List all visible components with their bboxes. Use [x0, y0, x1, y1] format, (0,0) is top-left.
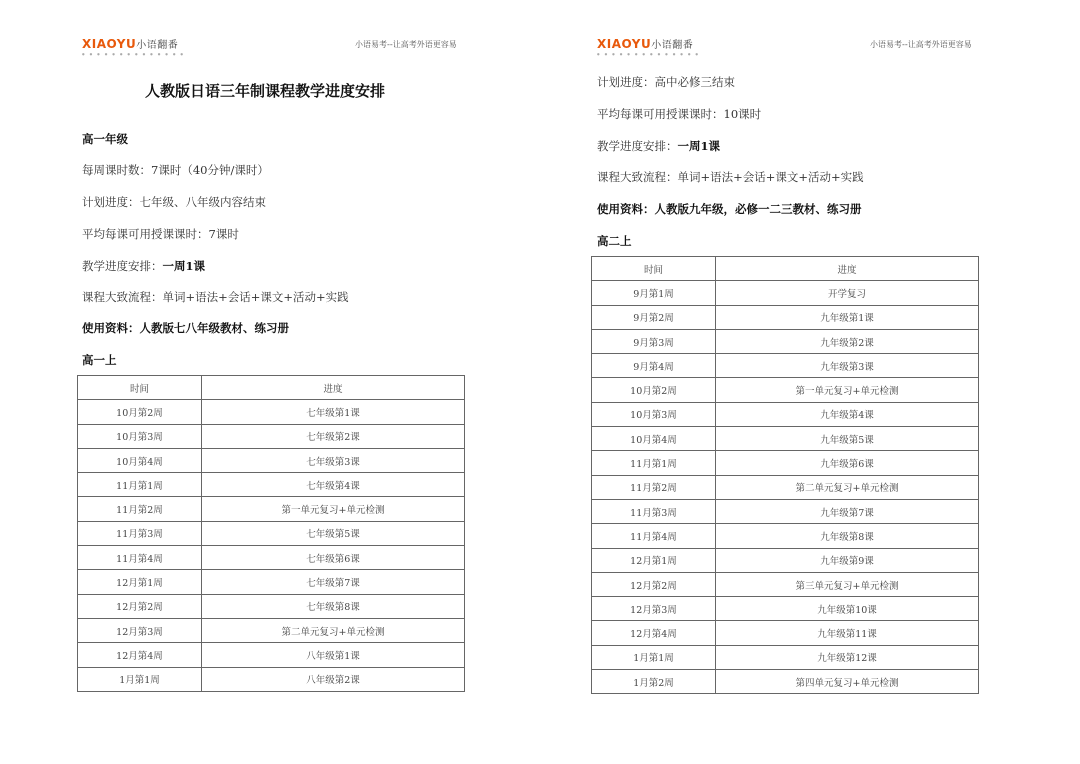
cell-progress: 七年级第6课 — [202, 546, 465, 570]
cell-progress: 第二单元复习+单元检测 — [202, 618, 465, 642]
avg-hours: 平均每课可用授课课时：7课时 — [82, 227, 239, 241]
header-cell-time: 时间 — [592, 257, 716, 281]
cell-progress: 七年级第2课 — [202, 424, 465, 448]
cell-progress: 第一单元复习+单元检测 — [716, 378, 979, 402]
cell-progress: 开学复习 — [716, 281, 979, 305]
table-row — [78, 424, 465, 448]
brand-logo — [597, 36, 700, 56]
cell-progress: 七年级第4课 — [202, 473, 465, 497]
pace-value: 一周1课 — [162, 259, 206, 273]
header-slogan: 小语易考--让高考外语更容易 — [870, 40, 972, 49]
cell-progress: 七年级第7课 — [202, 570, 465, 594]
cell-time: 11月第4周 — [592, 524, 716, 548]
cell-time: 11月第2周 — [592, 475, 716, 499]
term-heading: 高一上 — [82, 353, 117, 367]
cell-time: 11月第1周 — [592, 451, 716, 475]
cell-time: 9月第3周 — [592, 329, 716, 353]
pace — [597, 138, 720, 154]
cell-time: 11月第3周 — [78, 521, 202, 545]
plan-progress: 计划进度：高中必修三结束 — [597, 75, 735, 89]
table-row — [592, 378, 979, 402]
table-row — [592, 572, 979, 596]
table-row — [592, 305, 979, 329]
materials: 使用资料：人教版九年级，必修一二三教材、练习册 — [597, 202, 862, 216]
cell-time: 12月第3周 — [592, 597, 716, 621]
cell-time: 12月第1周 — [78, 570, 202, 594]
pace — [82, 258, 205, 274]
header-cell-time: 时间 — [78, 376, 202, 400]
cell-time: 11月第1周 — [78, 473, 202, 497]
cell-progress: 九年级第7课 — [716, 499, 979, 523]
cell-time: 10月第3周 — [592, 402, 716, 426]
table-row — [592, 329, 979, 353]
table-header-row — [78, 376, 465, 400]
cell-time: 10月第4周 — [592, 427, 716, 451]
cell-time: 10月第2周 — [78, 400, 202, 424]
weekly-hours: 每周课时数：7课时（40分钟/课时） — [82, 163, 269, 177]
cell-progress: 八年级第2课 — [202, 667, 465, 691]
cell-time: 9月第4周 — [592, 354, 716, 378]
header-slogan: 小语易考--让高考外语更容易 — [355, 40, 457, 49]
term-heading: 高二上 — [597, 234, 632, 248]
cell-time: 9月第2周 — [592, 305, 716, 329]
logo-cn: 小语翻番 — [651, 40, 694, 51]
logo-dots: ● ● ● ● ● ● ● ● ● ● ● ● ● ● — [82, 52, 186, 56]
logo-cn: 小语翻番 — [136, 40, 179, 51]
table-row — [592, 451, 979, 475]
table-row — [592, 645, 979, 669]
page-title: 人教版日语三年制课程教学进度安排 — [145, 82, 386, 100]
table-row — [592, 402, 979, 426]
avg-hours: 平均每课可用授课课时：10课时 — [597, 107, 762, 121]
course-flow: 课程大致流程：单词+语法+会话+课文+活动+实践 — [82, 290, 349, 304]
cell-time: 1月第2周 — [592, 670, 716, 694]
cell-time: 1月第1周 — [78, 667, 202, 691]
table-row — [592, 499, 979, 523]
cell-time: 11月第4周 — [78, 546, 202, 570]
cell-time: 9月第1周 — [592, 281, 716, 305]
cell-time: 11月第3周 — [592, 499, 716, 523]
table-row — [592, 354, 979, 378]
cell-time: 12月第2周 — [78, 594, 202, 618]
cell-progress: 七年级第8课 — [202, 594, 465, 618]
cell-time: 12月第4周 — [592, 621, 716, 645]
pace-label: 教学进度安排： — [597, 139, 678, 153]
cell-time: 11月第2周 — [78, 497, 202, 521]
cell-progress: 第四单元复习+单元检测 — [716, 670, 979, 694]
table-row — [78, 570, 465, 594]
table-row — [78, 521, 465, 545]
cell-progress: 九年级第4课 — [716, 402, 979, 426]
cell-progress: 九年级第10课 — [716, 597, 979, 621]
cell-progress: 九年级第2课 — [716, 329, 979, 353]
cell-time: 10月第3周 — [78, 424, 202, 448]
cell-time: 10月第4周 — [78, 448, 202, 472]
table-row — [78, 400, 465, 424]
cell-progress: 七年级第3课 — [202, 448, 465, 472]
table-row — [78, 473, 465, 497]
cell-progress: 九年级第9课 — [716, 548, 979, 572]
cell-progress: 九年级第5课 — [716, 427, 979, 451]
cell-progress: 八年级第1课 — [202, 643, 465, 667]
header-cell-progress: 进度 — [202, 376, 465, 400]
table-row — [592, 597, 979, 621]
cell-time: 12月第2周 — [592, 572, 716, 596]
schedule-table — [591, 256, 979, 694]
cell-progress: 九年级第6课 — [716, 451, 979, 475]
cell-progress: 九年级第1课 — [716, 305, 979, 329]
cell-progress: 七年级第1课 — [202, 400, 465, 424]
cell-time: 1月第1周 — [592, 645, 716, 669]
table-row — [592, 427, 979, 451]
table-row — [78, 594, 465, 618]
table-header-row — [592, 257, 979, 281]
table-row — [592, 548, 979, 572]
cell-progress: 九年级第3课 — [716, 354, 979, 378]
cell-progress: 第三单元复习+单元检测 — [716, 572, 979, 596]
table-row — [78, 618, 465, 642]
schedule-table — [77, 375, 465, 692]
cell-progress: 第二单元复习+单元检测 — [716, 475, 979, 499]
plan-progress: 计划进度：七年级、八年级内容结束 — [82, 195, 266, 209]
right-page — [540, 0, 1080, 764]
course-flow: 课程大致流程：单词+语法+会话+课文+活动+实践 — [597, 170, 864, 184]
grade-heading: 高一年级 — [82, 132, 128, 146]
table-row — [78, 497, 465, 521]
table-row — [592, 281, 979, 305]
materials: 使用资料：人教版七八年级教材、练习册 — [82, 321, 289, 335]
table-row — [592, 670, 979, 694]
cell-progress: 第一单元复习+单元检测 — [202, 497, 465, 521]
cell-progress: 九年级第11课 — [716, 621, 979, 645]
table-row — [78, 546, 465, 570]
table-row — [592, 524, 979, 548]
table-row — [78, 448, 465, 472]
logo-latin: XIAOYU — [597, 37, 652, 51]
table-row — [78, 667, 465, 691]
cell-progress: 七年级第5课 — [202, 521, 465, 545]
cell-time: 12月第4周 — [78, 643, 202, 667]
table-row — [78, 643, 465, 667]
cell-progress: 九年级第8课 — [716, 524, 979, 548]
cell-time: 10月第2周 — [592, 378, 716, 402]
brand-logo — [82, 36, 185, 56]
pace-label: 教学进度安排： — [82, 259, 163, 273]
table-row — [592, 621, 979, 645]
pace-value: 一周1课 — [677, 139, 721, 153]
logo-latin: XIAOYU — [82, 37, 137, 51]
cell-progress: 九年级第12课 — [716, 645, 979, 669]
cell-time: 12月第3周 — [78, 618, 202, 642]
logo-dots: ● ● ● ● ● ● ● ● ● ● ● ● ● ● — [597, 52, 701, 56]
cell-time: 12月第1周 — [592, 548, 716, 572]
header-cell-progress: 进度 — [716, 257, 979, 281]
table-row — [592, 475, 979, 499]
